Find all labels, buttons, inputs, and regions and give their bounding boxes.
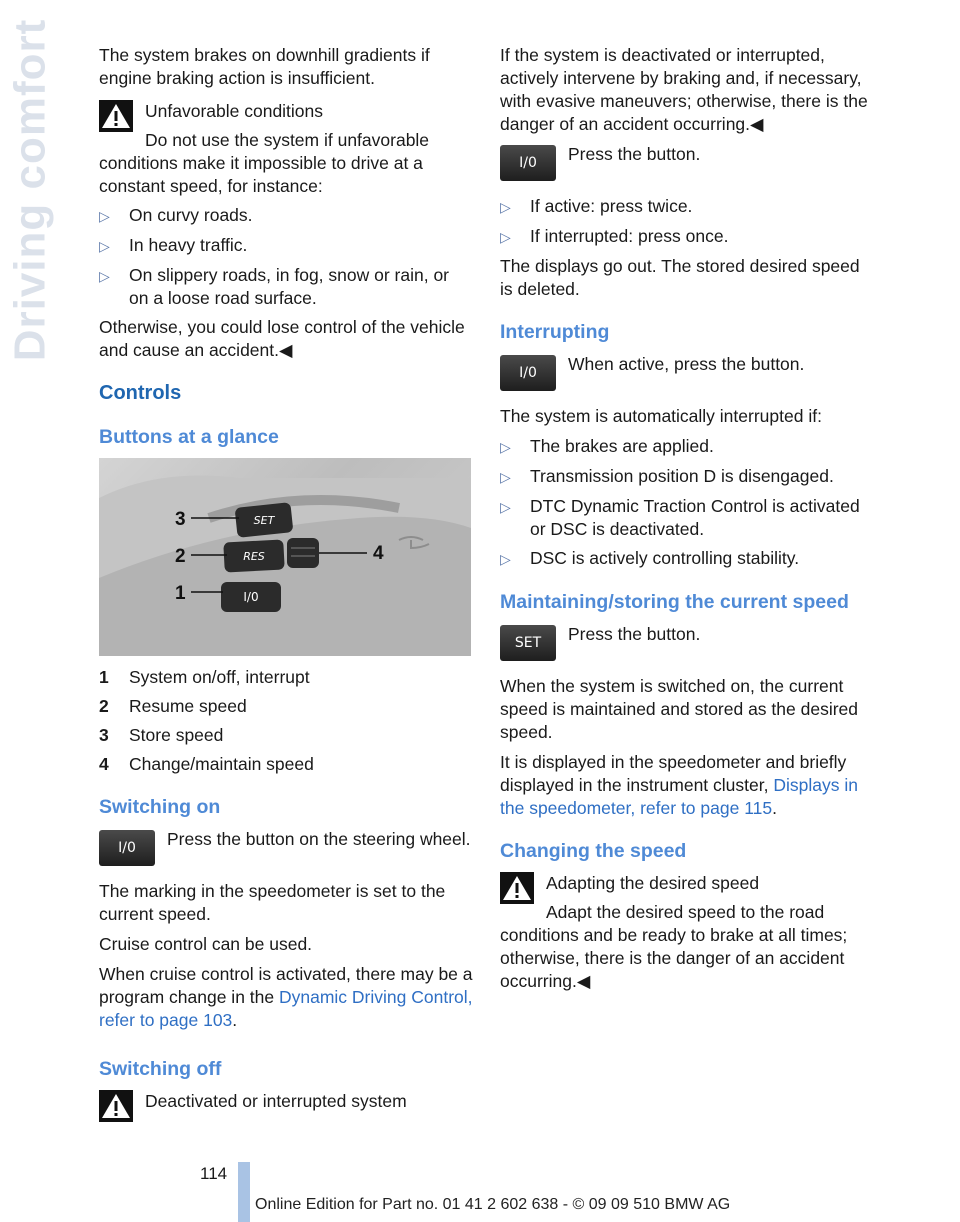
bullet-triangle-icon: ▷ <box>500 199 511 215</box>
side-chapter-title-text: Driving comfort <box>5 18 55 362</box>
side-chapter-title <box>2 18 58 362</box>
paragraph: When the system is switched on, the current speed is maintained and stored as the desired speed. <box>500 676 859 742</box>
button-instruction-interrupt <box>500 353 876 397</box>
list-item: ▷ The brakes are applied. <box>500 435 876 459</box>
list-item: ▷ On slippery roads, in fog, snow or rain, or on a loose road surface. <box>99 265 450 308</box>
warning-triangle-icon <box>99 100 133 132</box>
list-item: ▷ On curvy roads. <box>99 204 473 228</box>
link-displays-speedometer[interactable]: Displays in the speedometer, refer to page 115 <box>500 775 858 818</box>
warning-triangle-icon <box>500 872 534 904</box>
legend-item: 4 Change/maintain speed <box>99 754 314 774</box>
bullet-triangle-icon: ▷ <box>99 238 110 254</box>
right-column <box>500 44 876 999</box>
bullet-triangle-icon: ▷ <box>99 208 110 224</box>
paragraph: Cruise control can be used. <box>99 934 313 954</box>
warning-body-continued: If the system is deactivated or interrupted, actively intervene by braking and, if necessary, with evasive maneuvers; otherwise, there is the danger of an accident occurring.◀ <box>500 45 868 134</box>
paragraph: The system is automatically interrupted if: <box>500 406 822 426</box>
paragraph: The marking in the speedometer is set to the current speed. <box>99 881 446 924</box>
heading-controls: Controls <box>99 382 182 404</box>
paragraph: The displays go out. The stored desired speed is deleted. <box>500 256 860 299</box>
list-item: ▷ DTC Dynamic Traction Control is activated or DSC is deactivated. <box>500 496 860 539</box>
warning-body: Do not use the system if unfavorable conditions make it impossible to drive at a constant speed, for instance: <box>99 130 430 196</box>
heading-changing-speed: Changing the speed <box>500 840 687 862</box>
legend-item: 3 Store speed <box>99 725 224 745</box>
onoff-button-icon: I/0 <box>500 355 556 391</box>
paragraph-displays: It is displayed in the speedometer and briefly displayed in the instrument cluster, Displays in the speedometer, refer to page 115. <box>500 752 858 818</box>
bullet-triangle-icon: ▷ <box>99 268 110 284</box>
figure-callout-1: 1 <box>175 583 186 604</box>
warning-deactivated-system <box>99 1090 473 1113</box>
figure-button-res: RES <box>243 550 265 563</box>
list-item: ▷ If active: press twice. <box>500 195 876 219</box>
edition-footer: Online Edition for Part no. 01 41 2 602 638 - © 09 09 510 BMW AG <box>255 1196 731 1213</box>
page-number: 114 <box>200 1164 228 1183</box>
bullet-triangle-icon: ▷ <box>500 551 511 567</box>
figure-button-onoff: I/0 <box>243 590 259 604</box>
heading-switching-off: Switching off <box>99 1058 222 1080</box>
onoff-button-icon: I/0 <box>99 830 155 866</box>
instruction-text: When active, press the button. <box>568 354 805 374</box>
steering-wheel-buttons-figure <box>99 458 471 656</box>
button-instruction-on <box>99 828 473 872</box>
steering-wheel-illustration <box>99 458 471 656</box>
list-item: ▷ Transmission position D is disengaged. <box>500 465 876 489</box>
instruction-text: Press the button. <box>568 624 701 644</box>
button-instruction-set <box>500 623 876 667</box>
list-item: ▷ In heavy traffic. <box>99 234 473 258</box>
warning-adapting-speed <box>500 872 876 993</box>
heading-interrupting: Interrupting <box>500 321 610 343</box>
warning-title: Adapting the desired speed <box>546 873 760 893</box>
button-instruction-off <box>500 143 876 187</box>
bullet-triangle-icon: ▷ <box>500 439 511 455</box>
instruction-text: Press the button. <box>568 144 701 164</box>
bullet-triangle-icon: ▷ <box>500 499 511 515</box>
warning-title: Unfavorable conditions <box>145 101 324 121</box>
heading-switching-on: Switching on <box>99 796 221 818</box>
warning-title: Deactivated or interrupted system <box>145 1091 407 1111</box>
conclusion-paragraph: Otherwise, you could lose control of the vehicle and cause an accident.◀ <box>99 317 465 360</box>
figure-callout-4: 4 <box>373 543 384 564</box>
list-item: ▷ If interrupted: press once. <box>500 225 876 249</box>
set-button-icon: SET <box>500 625 556 661</box>
warning-triangle-icon <box>99 1090 133 1122</box>
intro-paragraph: The system brakes on downhill gradients if engine braking action is insufficient. <box>99 45 430 88</box>
instruction-text: Press the button on the steering wheel. <box>167 829 471 849</box>
footer-accent-bar <box>238 1162 250 1222</box>
left-column <box>99 44 473 1119</box>
bullet-triangle-icon: ▷ <box>500 229 511 245</box>
link-dynamic-driving-control[interactable]: Dynamic Driving Control, refer to page 103 <box>99 987 473 1030</box>
heading-maintaining-speed: Maintaining/storing the current speed <box>500 591 849 613</box>
list-item: ▷ DSC is actively controlling stability. <box>500 547 876 571</box>
figure-callout-3: 3 <box>175 509 186 530</box>
heading-buttons-at-a-glance: Buttons at a glance <box>99 426 279 448</box>
figure-button-set: SET <box>253 514 275 527</box>
figure-callout-2: 2 <box>175 546 186 567</box>
warning-body: Adapt the desired speed to the road conditions and be ready to brake at all times; otherwise, there is the danger of an accident occurring.◀ <box>500 902 848 991</box>
legend-item: 2 Resume speed <box>99 696 247 716</box>
warning-unfavorable-conditions <box>99 100 473 198</box>
bullet-triangle-icon: ▷ <box>500 469 511 485</box>
paragraph-ddc: When cruise control is activated, there may be a program change in the Dynamic Driving Control, refer to page 103. <box>99 964 473 1030</box>
onoff-button-icon: I/0 <box>500 145 556 181</box>
legend-item: 1 System on/off, interrupt <box>99 667 310 687</box>
